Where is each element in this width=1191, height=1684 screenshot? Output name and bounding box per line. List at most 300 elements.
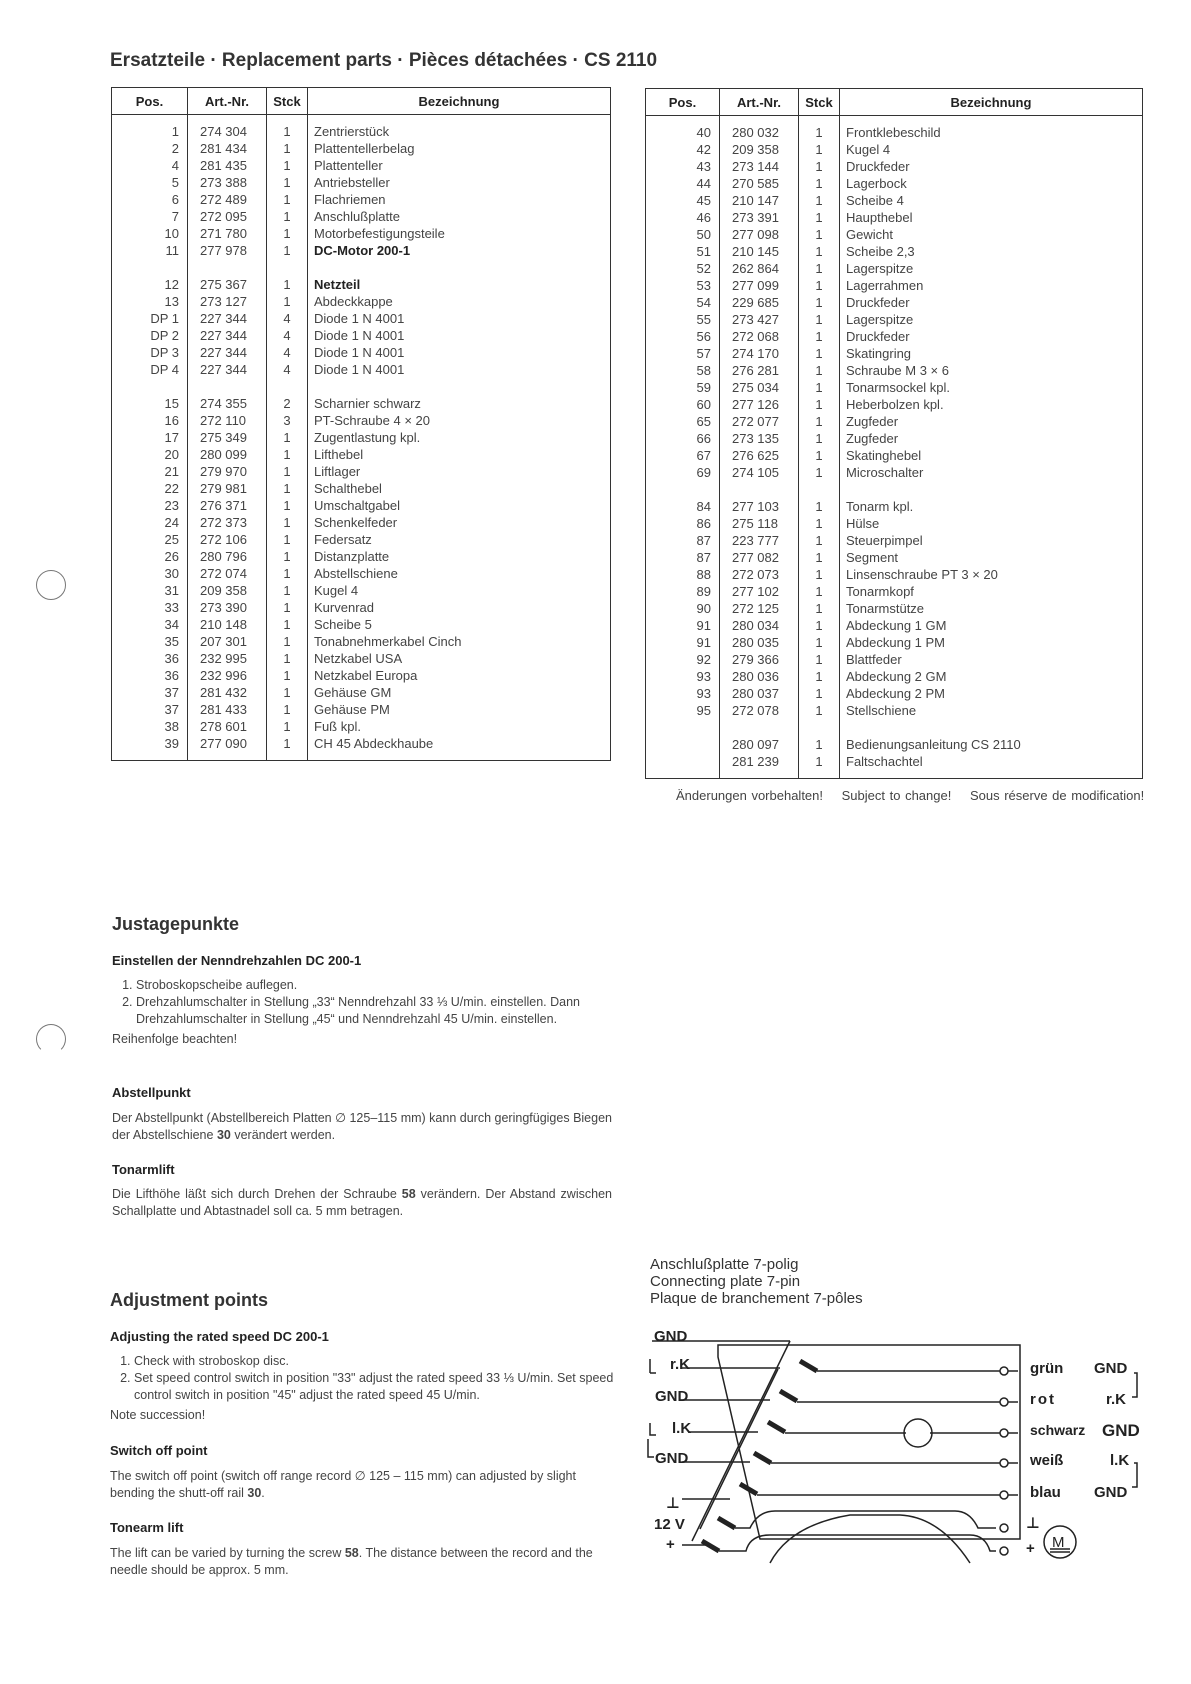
cell-desc: Abdeckung 2 GM <box>840 668 1143 685</box>
cell-art: 272 095 <box>188 208 267 225</box>
cell-art: 229 685 <box>720 294 799 311</box>
table-row <box>646 116 1143 142</box>
cell-qty: 1 <box>267 582 308 599</box>
cell-qty: 1 <box>799 379 840 396</box>
right-label-3: GND <box>1102 1421 1140 1440</box>
cell-pos: 40 <box>696 125 711 140</box>
cell-art: 272 373 <box>188 514 267 531</box>
cell-qty: 1 <box>267 293 308 310</box>
cell-art: 272 489 <box>188 191 267 208</box>
cell-art: 274 304 <box>188 115 267 141</box>
cell-qty: 1 <box>267 140 308 157</box>
diagram-caption <box>650 1256 863 1307</box>
cell-art: 273 135 <box>720 430 799 447</box>
off-text-en <box>110 1468 615 1502</box>
lift-title-en: Tonearm lift <box>110 1520 184 1535</box>
header-art: Art.-Nr. <box>188 88 267 115</box>
cell-art: 232 996 <box>188 667 267 684</box>
cell-qty: 1 <box>267 208 308 225</box>
cell-pos: 93 <box>696 669 711 684</box>
cell-art: 223 777 <box>720 532 799 549</box>
footnote-de: Änderungen vorbehalten! <box>676 788 824 803</box>
lift-num-en: 58 <box>344 1546 359 1560</box>
cell-art: 280 034 <box>720 617 799 634</box>
table-row <box>646 158 1143 175</box>
header-desc: Bezeichnung <box>308 88 611 115</box>
cell-qty: 1 <box>799 141 840 158</box>
cell-pos: 25 <box>164 532 179 547</box>
cell-qty: 1 <box>799 651 840 668</box>
cell-desc: Diode 1 N 4001 <box>308 327 611 344</box>
cell-art: 274 105 <box>720 464 799 481</box>
cell-art: 273 388 <box>188 174 267 191</box>
cell-desc: Scheibe 4 <box>840 192 1143 209</box>
cell-desc: Tonarm kpl. <box>840 481 1143 515</box>
cell-art: 278 601 <box>188 718 267 735</box>
cell-qty: 1 <box>799 277 840 294</box>
cell-qty: 1 <box>267 225 308 242</box>
cell-art: 272 110 <box>188 412 267 429</box>
cell-qty: 1 <box>267 259 308 293</box>
table-row <box>646 328 1143 345</box>
cell-art: 275 367 <box>188 259 267 293</box>
table-row <box>112 259 611 293</box>
cell-pos: 58 <box>696 363 711 378</box>
table-row <box>112 616 611 633</box>
table-row <box>646 583 1143 600</box>
punch-hole <box>36 570 66 600</box>
lift-text-b-en: . The distance between the record and the needle should be approx. 5 mm. <box>110 1546 593 1577</box>
cell-qty: 1 <box>799 668 840 685</box>
plate-outline <box>718 1345 1020 1539</box>
table-row <box>112 310 611 327</box>
left-label-8: + <box>666 1536 675 1553</box>
cell-art: 272 068 <box>720 328 799 345</box>
cell-pos: 44 <box>696 176 711 191</box>
cell-desc: Haupthebel <box>840 209 1143 226</box>
cell-art: 273 391 <box>720 209 799 226</box>
cell-desc: Scharnier schwarz <box>308 378 611 412</box>
lift-text-a-de: Die Lifthöhe läßt sich durch Drehen der Schraube <box>112 1187 397 1201</box>
cell-desc: Linsenschraube PT 3 × 20 <box>840 566 1143 583</box>
caption-en: Connecting plate 7-pin <box>650 1273 801 1290</box>
cell-qty: 1 <box>799 464 840 481</box>
table-row <box>112 242 611 259</box>
cell-desc: Federsatz <box>308 531 611 548</box>
cell-desc: Druckfeder <box>840 294 1143 311</box>
cell-desc: Kugel 4 <box>308 582 611 599</box>
cell-qty: 4 <box>267 327 308 344</box>
lift-text-a-en: The lift can be varied by turning the screw <box>110 1546 342 1560</box>
cell-pos: 34 <box>164 617 179 632</box>
cell-pos: 30 <box>164 566 179 581</box>
table-row <box>646 566 1143 583</box>
cell-art: 272 106 <box>188 531 267 548</box>
cell-pos: 89 <box>696 584 711 599</box>
cell-art: 272 078 <box>720 702 799 719</box>
cell-art: 272 073 <box>720 566 799 583</box>
cell-desc: Druckfeder <box>840 328 1143 345</box>
speed-steps-en <box>110 1353 615 1424</box>
cell-pos: DP 4 <box>150 362 179 377</box>
cell-desc: Kurvenrad <box>308 599 611 616</box>
cell-desc: Netzkabel USA <box>308 650 611 667</box>
cell-art: 227 344 <box>188 361 267 378</box>
cell-desc: PT-Schraube 4 × 20 <box>308 412 611 429</box>
cell-pos: 13 <box>164 294 179 309</box>
page-title: Ersatzteile · Replacement parts · Pièces détachées · CS 2110 <box>110 50 658 71</box>
off-text-a-de: Der Abstellpunkt (Abstellbereich Platten ∅ 125–115 mm) kann durch geringfügiges Biegen der Abstellschiene <box>112 1111 612 1142</box>
cell-qty: 1 <box>799 583 840 600</box>
cell-qty: 1 <box>267 429 308 446</box>
cell-art: 277 103 <box>720 481 799 515</box>
cell-desc: Druckfeder <box>840 158 1143 175</box>
table-row <box>112 327 611 344</box>
cell-pos: DP 1 <box>150 311 179 326</box>
table-row <box>646 617 1143 634</box>
table-row <box>646 175 1143 192</box>
cell-qty: 1 <box>799 430 840 447</box>
cell-qty: 1 <box>267 531 308 548</box>
cell-art: 277 978 <box>188 242 267 259</box>
left-label-4: l.K <box>672 1420 692 1437</box>
cell-qty: 1 <box>799 685 840 702</box>
cell-desc: Stellschiene <box>840 702 1143 719</box>
cell-pos: 88 <box>696 567 711 582</box>
table-row <box>646 311 1143 328</box>
cell-art: 275 034 <box>720 379 799 396</box>
cell-art: 280 097 <box>720 719 799 753</box>
table-row <box>112 582 611 599</box>
cell-pos: 91 <box>696 618 711 633</box>
cell-desc: Abdeckung 1 PM <box>840 634 1143 651</box>
table-row <box>646 226 1143 243</box>
cell-qty: 1 <box>799 719 840 753</box>
header-qty: Stck <box>799 89 840 116</box>
cell-art: 279 366 <box>720 651 799 668</box>
connection-diagram <box>640 1315 1160 1585</box>
cell-art: 275 118 <box>720 515 799 532</box>
cell-art: 281 435 <box>188 157 267 174</box>
off-title-en: Switch off point <box>110 1443 208 1458</box>
speed-step-1-en: 1. Check with stroboskop disc. <box>134 1353 615 1370</box>
speed-title-de: Einstellen der Nenndrehzahlen DC 200-1 <box>112 953 362 968</box>
cell-art: 281 239 <box>720 753 799 779</box>
cell-desc: Lagerspitze <box>840 311 1143 328</box>
cell-qty: 1 <box>267 480 308 497</box>
table-row <box>112 191 611 208</box>
cell-desc: Diode 1 N 4001 <box>308 344 611 361</box>
cell-qty: 1 <box>267 514 308 531</box>
cell-pos: 42 <box>696 142 711 157</box>
cell-pos: 92 <box>696 652 711 667</box>
cell-desc: Netzkabel Europa <box>308 667 611 684</box>
table-row <box>646 294 1143 311</box>
cell-desc: Anschlußplatte <box>308 208 611 225</box>
cell-desc: Gehäuse GM <box>308 684 611 701</box>
cell-pos: 10 <box>164 226 179 241</box>
table-row <box>112 531 611 548</box>
cell-pos: 43 <box>696 159 711 174</box>
table-row <box>646 413 1143 430</box>
cell-qty: 1 <box>799 345 840 362</box>
cell-pos: 24 <box>164 515 179 530</box>
cell-pos: 22 <box>164 481 179 496</box>
cell-art: 281 434 <box>188 140 267 157</box>
cell-desc: DC-Motor 200-1 <box>308 242 611 259</box>
speed-step-2-en: 2. Set speed control switch in position "33" adjust the rated speed 33 ⅓ U/min. Set speed control switch in position "45" adjust the rated speed 45 U/min. <box>134 1370 615 1404</box>
table-row <box>112 208 611 225</box>
cell-pos: 35 <box>164 634 179 649</box>
cell-pos: 54 <box>696 295 711 310</box>
cell-qty: 1 <box>799 447 840 464</box>
cell-pos: 33 <box>164 600 179 615</box>
cell-desc: Blattfeder <box>840 651 1143 668</box>
cell-pos: 17 <box>164 430 179 445</box>
cell-pos <box>646 719 720 753</box>
right-label-5: GND <box>1094 1484 1128 1501</box>
cell-pos: 84 <box>696 499 711 514</box>
cell-qty: 1 <box>267 718 308 735</box>
lift-text-de <box>112 1186 612 1220</box>
cell-desc: Scheibe 2,3 <box>840 243 1143 260</box>
cell-pos: 93 <box>696 686 711 701</box>
cell-pos: 2 <box>171 141 179 156</box>
cell-art: 280 036 <box>720 668 799 685</box>
table-row <box>646 651 1143 668</box>
footnote-fr: Sous réserve de modification! <box>969 788 1145 803</box>
cell-desc: Schenkelfeder <box>308 514 611 531</box>
cell-art: 277 126 <box>720 396 799 413</box>
right-label-4: l.K <box>1110 1452 1130 1469</box>
cell-art: 227 344 <box>188 344 267 361</box>
cell-desc: Kugel 4 <box>840 141 1143 158</box>
cell-art: 280 796 <box>188 548 267 565</box>
cell-qty: 1 <box>267 684 308 701</box>
cell-desc: Scheibe 5 <box>308 616 611 633</box>
table-row <box>112 718 611 735</box>
cell-art: 210 148 <box>188 616 267 633</box>
cell-desc: Gehäuse PM <box>308 701 611 718</box>
parts-table-right <box>645 88 1143 779</box>
table-row <box>112 225 611 242</box>
cell-art: 279 970 <box>188 463 267 480</box>
header-qty: Stck <box>267 88 308 115</box>
cell-pos: 36 <box>164 651 179 666</box>
cell-desc: Schraube M 3 × 6 <box>840 362 1143 379</box>
header-art: Art.-Nr. <box>720 89 799 116</box>
table-row <box>646 464 1143 481</box>
cell-art: 272 125 <box>720 600 799 617</box>
table-row <box>112 480 611 497</box>
cell-qty: 1 <box>799 566 840 583</box>
table-row <box>646 192 1143 209</box>
cell-desc: Bedienungsanleitung CS 2110 <box>840 719 1143 753</box>
table-row <box>646 447 1143 464</box>
table-row <box>112 565 611 582</box>
wire-label-rot: rot <box>1030 1391 1056 1408</box>
cell-desc: Zugfeder <box>840 413 1143 430</box>
cell-qty: 1 <box>799 600 840 617</box>
cell-qty: 1 <box>267 701 308 718</box>
table-row <box>646 141 1143 158</box>
lift-num-de: 58 <box>401 1187 416 1201</box>
table-row <box>646 362 1143 379</box>
left-label-1: GND <box>654 1328 688 1345</box>
cell-art: 227 344 <box>188 310 267 327</box>
cell-art: 276 371 <box>188 497 267 514</box>
cell-pos: 52 <box>696 261 711 276</box>
cell-desc: Segment <box>840 549 1143 566</box>
off-text-b-en: . <box>261 1486 265 1500</box>
caption-de: Anschlußplatte 7-polig <box>650 1256 799 1273</box>
cell-desc: Heberbolzen kpl. <box>840 396 1143 413</box>
cell-qty: 1 <box>267 599 308 616</box>
table-row <box>112 361 611 378</box>
cell-desc: Lagerrahmen <box>840 277 1143 294</box>
table-row <box>112 378 611 412</box>
speed-steps-de <box>112 977 612 1048</box>
wire-label-blau: blau <box>1030 1484 1061 1501</box>
left-label-5: GND <box>655 1450 689 1467</box>
cell-desc: Flachriemen <box>308 191 611 208</box>
lift-text-en <box>110 1545 615 1579</box>
cell-qty: 4 <box>267 361 308 378</box>
cell-qty: 1 <box>799 294 840 311</box>
cell-desc: Tonarmsockel kpl. <box>840 379 1143 396</box>
section-title-en: Adjustment points <box>110 1290 268 1310</box>
table-row <box>112 548 611 565</box>
cell-qty: 1 <box>267 548 308 565</box>
cell-art: 209 358 <box>720 141 799 158</box>
cell-desc: Zugfeder <box>840 430 1143 447</box>
parts-table-left <box>111 87 611 761</box>
cell-art: 210 145 <box>720 243 799 260</box>
cell-art: 276 281 <box>720 362 799 379</box>
cell-qty: 1 <box>799 515 840 532</box>
cell-art: 270 585 <box>720 175 799 192</box>
table-row <box>646 260 1143 277</box>
table-row <box>646 753 1143 779</box>
cell-qty: 1 <box>267 157 308 174</box>
caption-fr: Plaque de branchement 7-pôles <box>650 1290 863 1307</box>
cell-desc: Tonarmstütze <box>840 600 1143 617</box>
cell-pos: 91 <box>696 635 711 650</box>
cell-desc: Abdeckung 1 GM <box>840 617 1143 634</box>
cell-art: 207 301 <box>188 633 267 650</box>
cell-pos: DP 3 <box>150 345 179 360</box>
table-row <box>112 293 611 310</box>
table-row <box>112 463 611 480</box>
cell-qty: 1 <box>799 634 840 651</box>
cell-art: 280 099 <box>188 446 267 463</box>
cell-qty: 1 <box>799 753 840 779</box>
cell-qty: 1 <box>799 260 840 277</box>
table-row <box>112 667 611 684</box>
table-row <box>646 430 1143 447</box>
off-num-de: 30 <box>216 1128 231 1142</box>
cell-desc: Antriebsteller <box>308 174 611 191</box>
cell-qty: 1 <box>799 413 840 430</box>
cell-art: 227 344 <box>188 327 267 344</box>
table-row <box>646 600 1143 617</box>
cell-pos: 16 <box>164 413 179 428</box>
parts-table-left-body <box>112 115 611 761</box>
cell-art: 279 981 <box>188 480 267 497</box>
cell-qty: 1 <box>799 192 840 209</box>
cell-art: 276 625 <box>720 447 799 464</box>
cell-art: 277 098 <box>720 226 799 243</box>
off-text-de <box>112 1110 612 1144</box>
cell-desc: Microschalter <box>840 464 1143 481</box>
header-pos: Pos. <box>646 89 720 116</box>
section-title-de: Justagepunkte <box>112 914 240 934</box>
wire-label-plus: + <box>1026 1540 1035 1557</box>
cell-desc: Umschaltgabel <box>308 497 611 514</box>
cell-qty: 1 <box>267 497 308 514</box>
cell-art: 274 170 <box>720 345 799 362</box>
cell-qty: 2 <box>267 378 308 412</box>
cell-pos: 36 <box>164 668 179 683</box>
cell-qty: 1 <box>799 209 840 226</box>
cell-pos: 37 <box>164 685 179 700</box>
table-row <box>112 684 611 701</box>
cell-desc: Zentrierstück <box>308 115 611 141</box>
cell-pos: 90 <box>696 601 711 616</box>
cell-art: 280 037 <box>720 685 799 702</box>
cell-desc: Abdeckkappe <box>308 293 611 310</box>
cell-pos: 11 <box>165 243 179 258</box>
speed-step-2-de: 2. Drehzahlumschalter in Stellung „33“ Nenndrehzahl 33 ⅓ U/min. einstellen. Dann Drehzahlumschalter in Stellung „45“ und Nenndrehzahl 45 U/min. einstellen. <box>136 994 612 1028</box>
table-row <box>646 243 1143 260</box>
table-row <box>112 633 611 650</box>
table-row <box>646 549 1143 566</box>
table-row <box>112 650 611 667</box>
table-row <box>646 634 1143 651</box>
cell-qty: 1 <box>267 616 308 633</box>
table-row <box>112 735 611 761</box>
cell-qty: 1 <box>799 328 840 345</box>
cell-pos: 39 <box>164 736 179 751</box>
table-row <box>112 140 611 157</box>
cell-pos: 86 <box>696 516 711 531</box>
table-row <box>112 412 611 429</box>
cell-pos: 56 <box>696 329 711 344</box>
cell-pos: 6 <box>171 192 179 207</box>
cell-art: 280 032 <box>720 116 799 142</box>
cell-pos: 45 <box>696 193 711 208</box>
cell-desc: Liftlager <box>308 463 611 480</box>
cell-pos: 23 <box>164 498 179 513</box>
lift-title-de: Tonarmlift <box>112 1162 175 1177</box>
cell-desc: Zugentlastung kpl. <box>308 429 611 446</box>
cell-desc: Abdeckung 2 PM <box>840 685 1143 702</box>
table-row <box>112 514 611 531</box>
cell-art: 277 099 <box>720 277 799 294</box>
cell-qty: 1 <box>799 396 840 413</box>
speed-note-de: Reihenfolge beachten! <box>112 1032 238 1046</box>
cell-desc: Skatinghebel <box>840 447 1143 464</box>
cell-art: 277 082 <box>720 549 799 566</box>
cell-pos: 50 <box>696 227 711 242</box>
table-row <box>112 429 611 446</box>
cell-qty: 4 <box>267 344 308 361</box>
off-title-de: Abstellpunkt <box>112 1085 191 1100</box>
cell-pos: 87 <box>696 533 711 548</box>
cell-pos: 57 <box>696 346 711 361</box>
cell-desc: Faltschachtel <box>840 753 1143 779</box>
motor-label: M <box>1052 1534 1065 1551</box>
